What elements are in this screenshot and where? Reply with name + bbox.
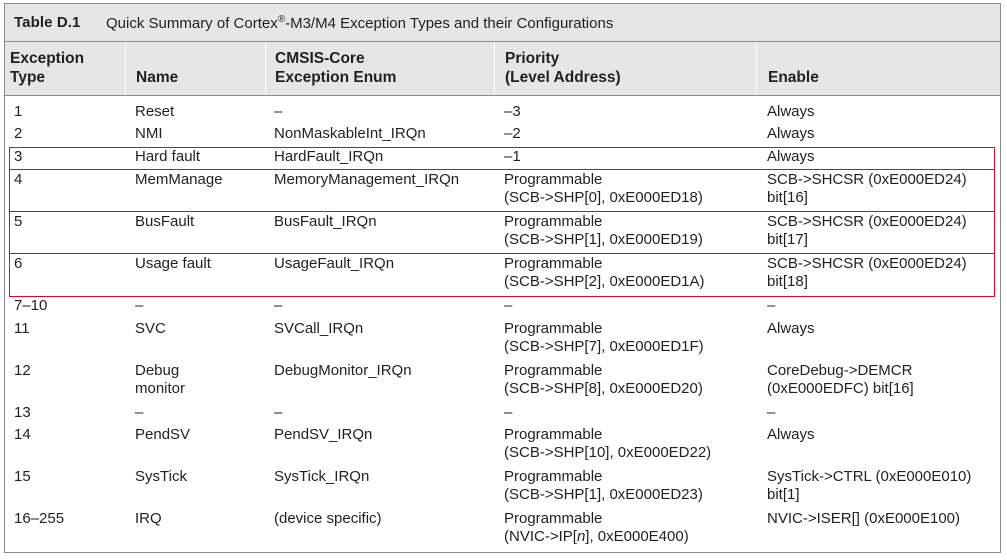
enable-cell-line2: bit[18] [767,273,808,290]
priority-address-cell: (SCB->SHP[1], 0xE000ED19) [504,231,703,248]
enable-cell-line2: (0xE000EDFC) bit[16] [767,380,914,397]
exception-name-cell: Debug [135,362,180,379]
exception-type-cell: 12 [14,362,31,379]
exception-enum-cell: UsageFault_IRQn [274,255,395,272]
enable-cell: NVIC->ISER[] (0xE000E100) [767,510,961,527]
priority-cell: Programmable [504,320,603,337]
header-name: Name [125,42,265,95]
highlight-divider [9,253,995,254]
priority-address-cell: (SCB->SHP[8], 0xE000ED20) [504,380,703,397]
priority-cell: –3 [504,103,521,120]
enable-cell-line2: bit[16] [767,189,808,206]
exception-name-cell: IRQ [135,510,162,527]
priority-cell: – [504,404,513,421]
header-enum: CMSIS-Core Exception Enum [265,42,494,95]
exception-name-cell: PendSV [135,426,191,443]
priority-address-cell: (SCB->SHP[0], 0xE000ED18) [504,189,703,206]
exception-type-cell: 15 [14,468,31,485]
exception-name-cell: SVC [135,320,166,337]
exception-type-cell: 3 [14,148,23,165]
header-divider [5,95,1000,96]
exception-type-cell: 4 [14,171,23,188]
priority-cell: Programmable [504,213,603,230]
exception-type-cell: 7–10 [14,297,48,314]
enable-cell: SysTick->CTRL (0xE000E010) [767,468,972,485]
exception-name-cell: Usage fault [135,255,211,272]
exception-type-cell: 1 [14,103,23,120]
exception-name-cell: – [135,297,144,314]
exception-enum-cell: – [274,404,283,421]
enable-cell: Always [767,320,815,337]
enable-cell: SCB->SHCSR (0xE000ED24) [767,213,967,230]
exception-type-cell: 6 [14,255,23,272]
exception-enum-cell: SysTick_IRQn [274,468,370,485]
priority-cell: Programmable [504,171,603,188]
priority-cell: –2 [504,125,521,142]
table-header [5,42,1000,95]
priority-cell: Programmable [504,468,603,485]
header-exception-type: Exception Type [10,50,85,86]
exception-name-cell: SysTick [135,468,187,485]
exception-enum-cell: DebugMonitor_IRQn [274,362,412,379]
exception-type-cell: 11 [14,320,30,337]
exception-type-cell: 14 [14,426,31,443]
highlight-divider [9,169,995,170]
priority-address-cell: (SCB->SHP[2], 0xE000ED1A) [504,273,705,290]
table-title: Quick Summary of Cortex®-M3/M4 Exception Types and their Configurations [106,14,614,32]
exception-enum-cell: – [274,297,283,314]
priority-address-cell: (SCB->SHP[7], 0xE000ED1F) [504,338,704,355]
priority-cell: Programmable [504,362,603,379]
enable-cell: – [767,297,776,314]
enable-cell: Always [767,125,815,142]
exception-name-cell: BusFault [135,213,195,230]
table-label: Table D.1 [14,14,81,31]
enable-cell: Always [767,148,815,165]
exception-type-cell: 5 [14,213,23,230]
enable-cell: – [767,404,776,421]
priority-cell: –1 [504,148,521,165]
exception-enum-cell: PendSV_IRQn [274,426,373,443]
enable-cell-line2: bit[1] [767,486,800,503]
exception-enum-cell: MemoryManagement_IRQn [274,171,460,188]
exception-name-cell: – [135,404,144,421]
exception-type-cell: 13 [14,404,31,421]
priority-address-cell: (SCB->SHP[1], 0xE000ED23) [504,486,703,503]
exception-enum-cell: HardFault_IRQn [274,148,384,165]
priority-address-cell: (NVIC->IP[n], 0xE000E400) [504,528,689,545]
enable-cell: Always [767,103,815,120]
enable-cell: CoreDebug->DEMCR [767,362,913,379]
header-enable: Enable [756,42,1000,95]
exception-name-cell: NMI [135,125,163,142]
exception-name-cell-line2: monitor [135,380,186,397]
enable-cell-line2: bit[17] [767,231,808,248]
exception-enum-cell: NonMaskableInt_IRQn [274,125,426,142]
exception-name-cell: Reset [135,103,175,120]
enable-cell: SCB->SHCSR (0xE000ED24) [767,171,967,188]
exception-name-cell: MemManage [135,171,223,188]
priority-cell: – [504,297,513,314]
exception-name-cell: Hard fault [135,148,201,165]
enable-cell: Always [767,426,815,443]
table-caption [5,4,1000,42]
exception-type-cell: 16–255 [14,510,65,527]
exception-enum-cell: BusFault_IRQn [274,213,377,230]
exception-enum-cell: – [274,103,283,120]
exception-enum-cell: (device specific) [274,510,382,527]
exception-type-cell: 2 [14,125,23,142]
priority-address-cell: (SCB->SHP[10], 0xE000ED22) [504,444,712,461]
priority-cell: Programmable [504,255,603,272]
header-priority: Priority (Level Address) [494,42,756,95]
exception-enum-cell: SVCall_IRQn [274,320,364,337]
priority-cell: Programmable [504,426,603,443]
highlight-divider [9,211,995,212]
priority-cell: Programmable [504,510,603,527]
enable-cell: SCB->SHCSR (0xE000ED24) [767,255,967,272]
